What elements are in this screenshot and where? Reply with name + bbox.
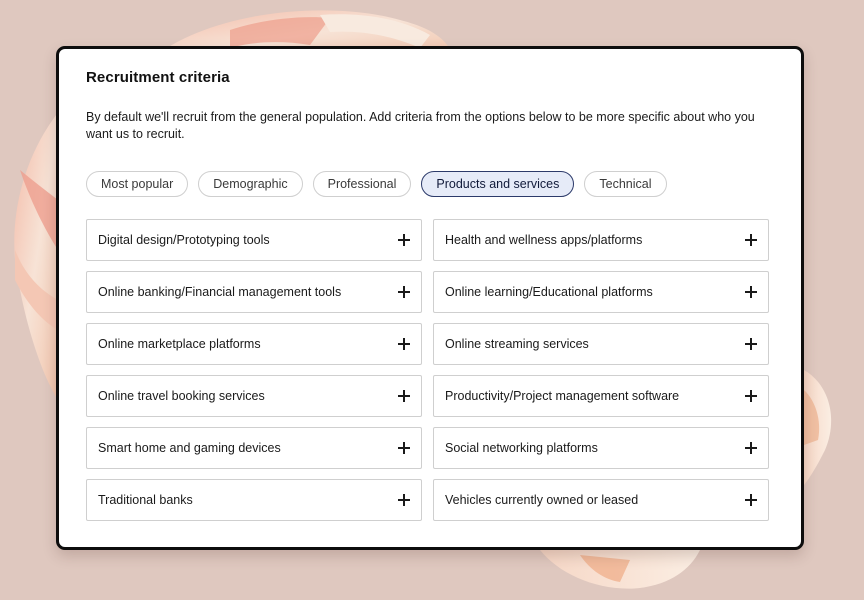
- option-label: Vehicles currently owned or leased: [445, 493, 639, 507]
- plus-icon[interactable]: [744, 389, 758, 403]
- option-label: Online learning/Educational platforms: [445, 285, 653, 299]
- option-social-networking[interactable]: [433, 427, 769, 469]
- plus-icon[interactable]: [397, 389, 411, 403]
- option-label: Productivity/Project management software: [445, 389, 680, 403]
- plus-icon[interactable]: [744, 441, 758, 455]
- card-title: Recruitment criteria: [86, 69, 230, 86]
- criteria-options-grid: [86, 219, 769, 521]
- option-online-travel-booking[interactable]: [86, 375, 422, 417]
- option-label: Online streaming services: [445, 337, 589, 351]
- option-label: Social networking platforms: [445, 441, 598, 455]
- plus-icon[interactable]: [744, 285, 758, 299]
- option-label: Traditional banks: [98, 493, 193, 507]
- tab-technical[interactable]: Technical: [584, 171, 666, 197]
- option-label: Online travel booking services: [98, 389, 265, 403]
- option-online-learning[interactable]: [433, 271, 769, 313]
- plus-icon[interactable]: [397, 493, 411, 507]
- option-label: Online marketplace platforms: [98, 337, 261, 351]
- plus-icon[interactable]: [397, 441, 411, 455]
- plus-icon[interactable]: [744, 493, 758, 507]
- tab-most-popular[interactable]: Most popular: [86, 171, 188, 197]
- option-label: Health and wellness apps/platforms: [445, 233, 643, 247]
- tab-products-and-services[interactable]: Products and services: [421, 171, 574, 197]
- plus-icon[interactable]: [397, 285, 411, 299]
- option-productivity-software[interactable]: [433, 375, 769, 417]
- option-label: Online banking/Financial management tools: [98, 285, 342, 299]
- plus-icon[interactable]: [744, 337, 758, 351]
- plus-icon[interactable]: [397, 233, 411, 247]
- plus-icon[interactable]: [397, 337, 411, 351]
- option-digital-design-prototyping-tools[interactable]: [86, 219, 422, 261]
- option-online-marketplace[interactable]: [86, 323, 422, 365]
- recruitment-criteria-card: [56, 46, 804, 550]
- option-traditional-banks[interactable]: [86, 479, 422, 521]
- option-online-streaming[interactable]: [433, 323, 769, 365]
- category-tabs: [86, 171, 667, 197]
- option-online-banking[interactable]: [86, 271, 422, 313]
- option-label: Digital design/Prototyping tools: [98, 233, 270, 247]
- card-description: By default we'll recruit from the general population. Add criteria from the options below to be more specific about who you want us to recruit.: [86, 110, 755, 141]
- option-vehicles-owned-or-leased[interactable]: [433, 479, 769, 521]
- option-label: Smart home and gaming devices: [98, 441, 281, 455]
- option-smart-home-gaming[interactable]: [86, 427, 422, 469]
- plus-icon[interactable]: [744, 233, 758, 247]
- option-health-and-wellness-apps[interactable]: [433, 219, 769, 261]
- tab-demographic[interactable]: Demographic: [198, 171, 302, 197]
- tab-professional[interactable]: Professional: [313, 171, 412, 197]
